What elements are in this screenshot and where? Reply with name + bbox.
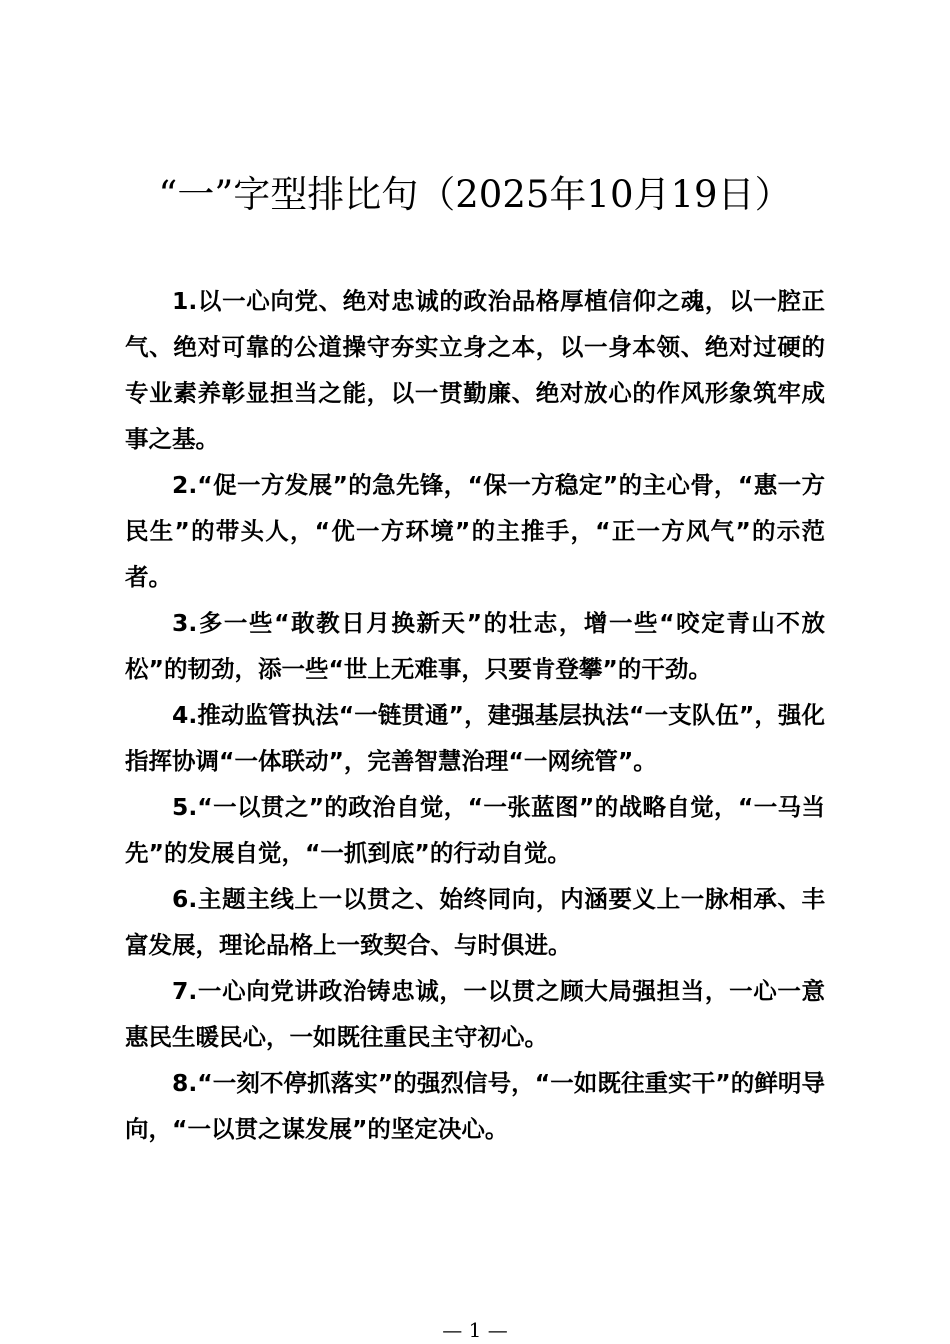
page-number: — 1 —: [442, 1318, 508, 1342]
paragraph-1: 1.以一心向党、绝对忠诚的政治品格厚植信仰之魂，以一腔正气、绝对可靠的公道操守夯实立身之本，以一身本领、绝对过硬的专业素养彰显担当之能，以一贯勤廉、绝对放心的作风形象筑牢成事之基。: [125, 287, 825, 453]
paragraph-5: 5.“一以贯之”的政治自觉，“一张蓝图”的战略自觉，“一马当先”的发展自觉，“一抓到底”的行动自觉。: [125, 793, 825, 867]
document-body: [125, 278, 825, 1152]
paragraph-4: 4.推动监管执法“一链贯通”，建强基层执法“一支队伍”，强化指挥协调“一体联动”，完善智慧治理“一网统管”。: [125, 701, 825, 775]
document-title: “一”字型排比句（2025年10月19日）: [158, 173, 792, 216]
paragraph-2: 2.“促一方发展”的急先锋，“保一方稳定”的主心骨，“惠一方民生”的带头人，“优一方环境”的主推手，“正一方风气”的示范者。: [125, 471, 825, 591]
paragraph-6: 6.主题主线上一以贯之、始终同向，内涵要义上一脉相承、丰富发展，理论品格上一致契合、与时俱进。: [125, 885, 825, 959]
paragraph-7: 7.一心向党讲政治铸忠诚，一以贯之顾大局强担当，一心一意惠民生暖民心，一如既往重民主守初心。: [125, 977, 825, 1051]
paragraph-8: 8.“一刻不停抓落实”的强烈信号，“一如既往重实干”的鲜明导向，“一以贯之谋发展”的坚定决心。: [125, 1069, 825, 1143]
paragraph-3: 3.多一些“敢教日月换新天”的壮志，增一些“咬定青山不放松”的韧劲，添一些“世上无难事，只要肯登攀”的干劲。: [125, 609, 825, 683]
